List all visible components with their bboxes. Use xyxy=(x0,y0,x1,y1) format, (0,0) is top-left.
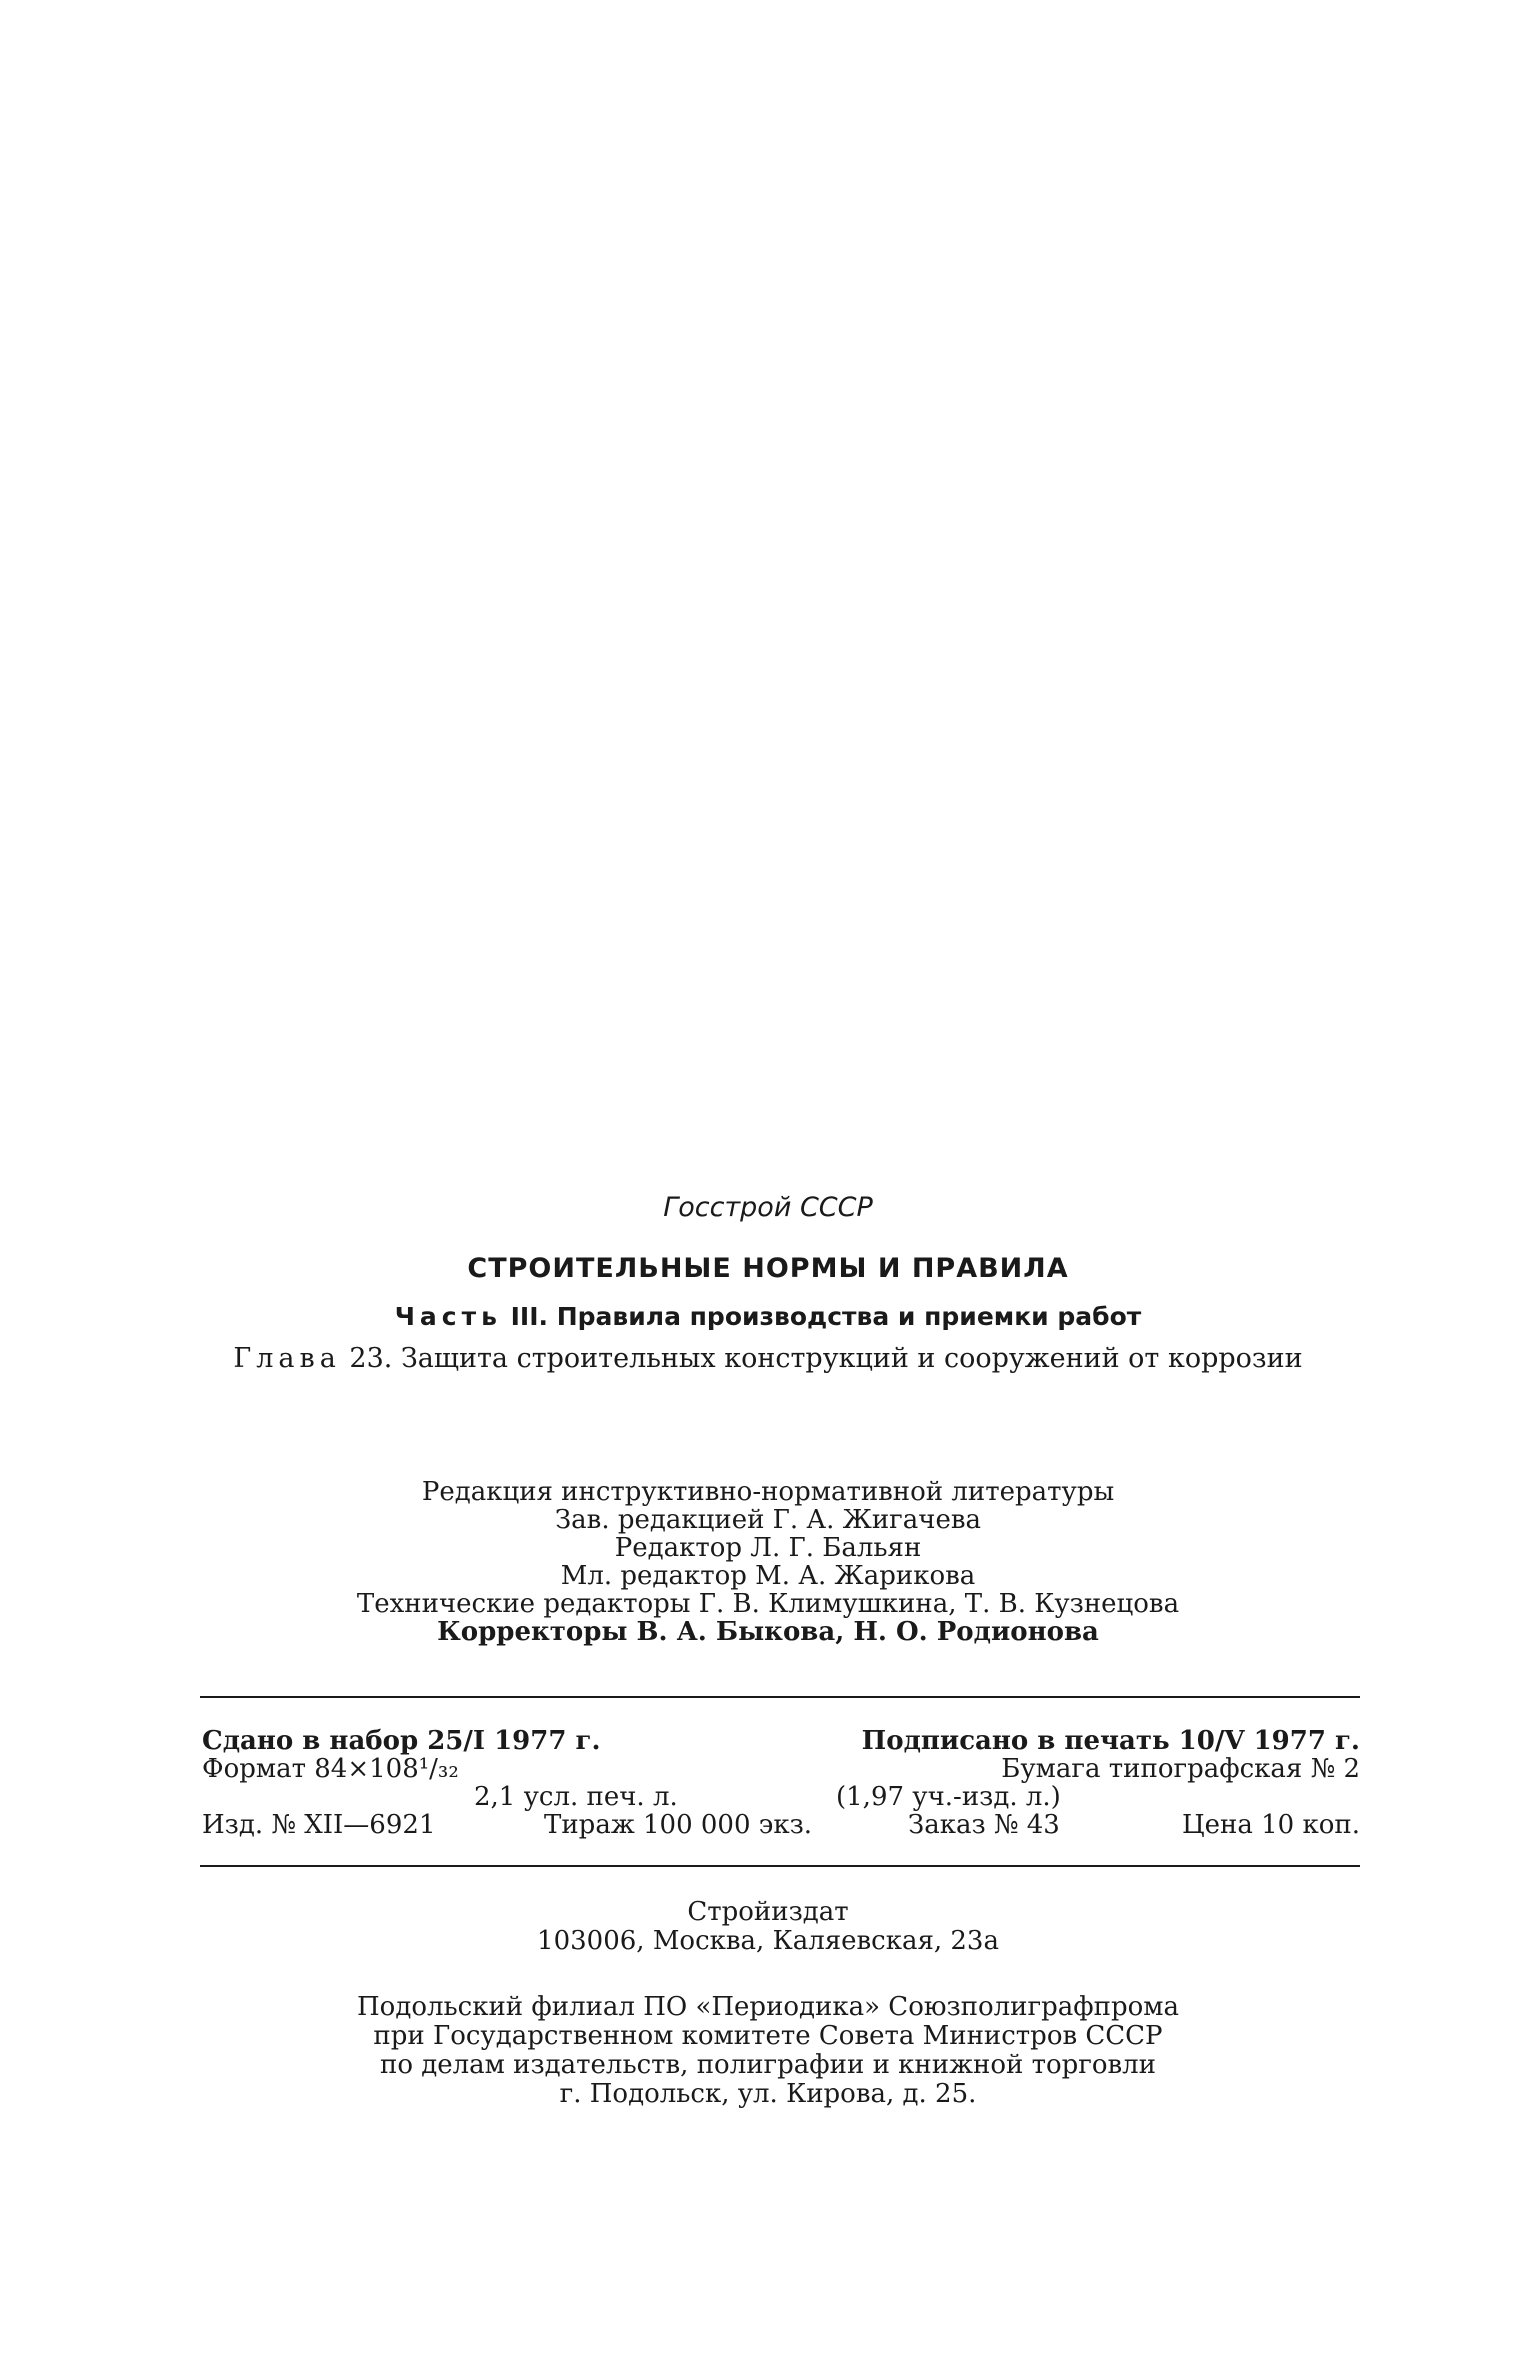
publisher-name: Стройиздат xyxy=(687,1897,849,1927)
publishing-sheets: (1,97 уч.-изд. л.) xyxy=(836,1782,1061,1812)
format: Формат 84×108¹/₃₂ xyxy=(202,1754,459,1784)
publisher-address: 103006, Москва, Каляевская, 23а xyxy=(537,1926,999,1956)
document-title: СТРОИТЕЛЬНЫЕ НОРМЫ И ПРАВИЛА xyxy=(467,1253,1069,1284)
part-number: III. xyxy=(510,1302,549,1331)
paper-type: Бумага типографская № 2 xyxy=(1001,1754,1360,1784)
chapter-text: 23. Защита строительных конструкций и сооружений от коррозии xyxy=(349,1343,1303,1374)
credit-line: Мл. редактор М. А. Жарикова xyxy=(560,1561,976,1591)
credit-line: Корректоры В. А. Быкова, Н. О. Родионова xyxy=(437,1617,1099,1647)
part-line xyxy=(0,1302,1536,1331)
print-sheets: 2,1 усл. печ. л. xyxy=(474,1782,678,1812)
publisher-title: Госстрой СССР xyxy=(663,1192,873,1223)
order-number: Заказ № 43 xyxy=(908,1810,1060,1840)
credit-line: Редактор Л. Г. Бальян xyxy=(614,1533,922,1563)
price: Цена 10 коп. xyxy=(1181,1810,1360,1840)
bottom-rule xyxy=(200,1865,1360,1867)
printer-line: по делам издательств, полиграфии и книжной торговли xyxy=(379,2050,1157,2080)
credit-line: Зав. редакцией Г. А. Жигачева xyxy=(554,1505,982,1535)
credit-line: Редакция инструктивно-нормативной литературы xyxy=(421,1477,1115,1507)
printer-line: г. Подольск, ул. Кирова, д. 25. xyxy=(559,2079,977,2109)
chapter-line xyxy=(0,1343,1536,1374)
print-run: Тираж 100 000 экз. xyxy=(544,1810,813,1840)
printer-info xyxy=(0,1993,1536,2109)
part-label: Часть xyxy=(394,1302,502,1331)
printer-line: при Государственном комитете Совета Министров СССР xyxy=(373,2021,1163,2051)
part-text: Правила производства и приемки работ xyxy=(556,1302,1142,1331)
top-rule xyxy=(200,1696,1360,1698)
credit-line: Технические редакторы Г. В. Климушкина, Т. В. Кузнецова xyxy=(356,1589,1180,1619)
editorial-credits xyxy=(0,1478,1536,1646)
printer-line: Подольский филиал ПО «Периодика» Союзполиграфпрома xyxy=(357,1992,1179,2022)
signed-to-print: Подписано в печать 10/V 1977 г. xyxy=(861,1726,1360,1756)
chapter-label: Глава xyxy=(233,1343,341,1374)
edition-number: Изд. № XII—6921 xyxy=(202,1810,436,1840)
sent-to-set: Сдано в набор 25/I 1977 г. xyxy=(202,1726,601,1756)
publisher-info xyxy=(0,1898,1536,1956)
